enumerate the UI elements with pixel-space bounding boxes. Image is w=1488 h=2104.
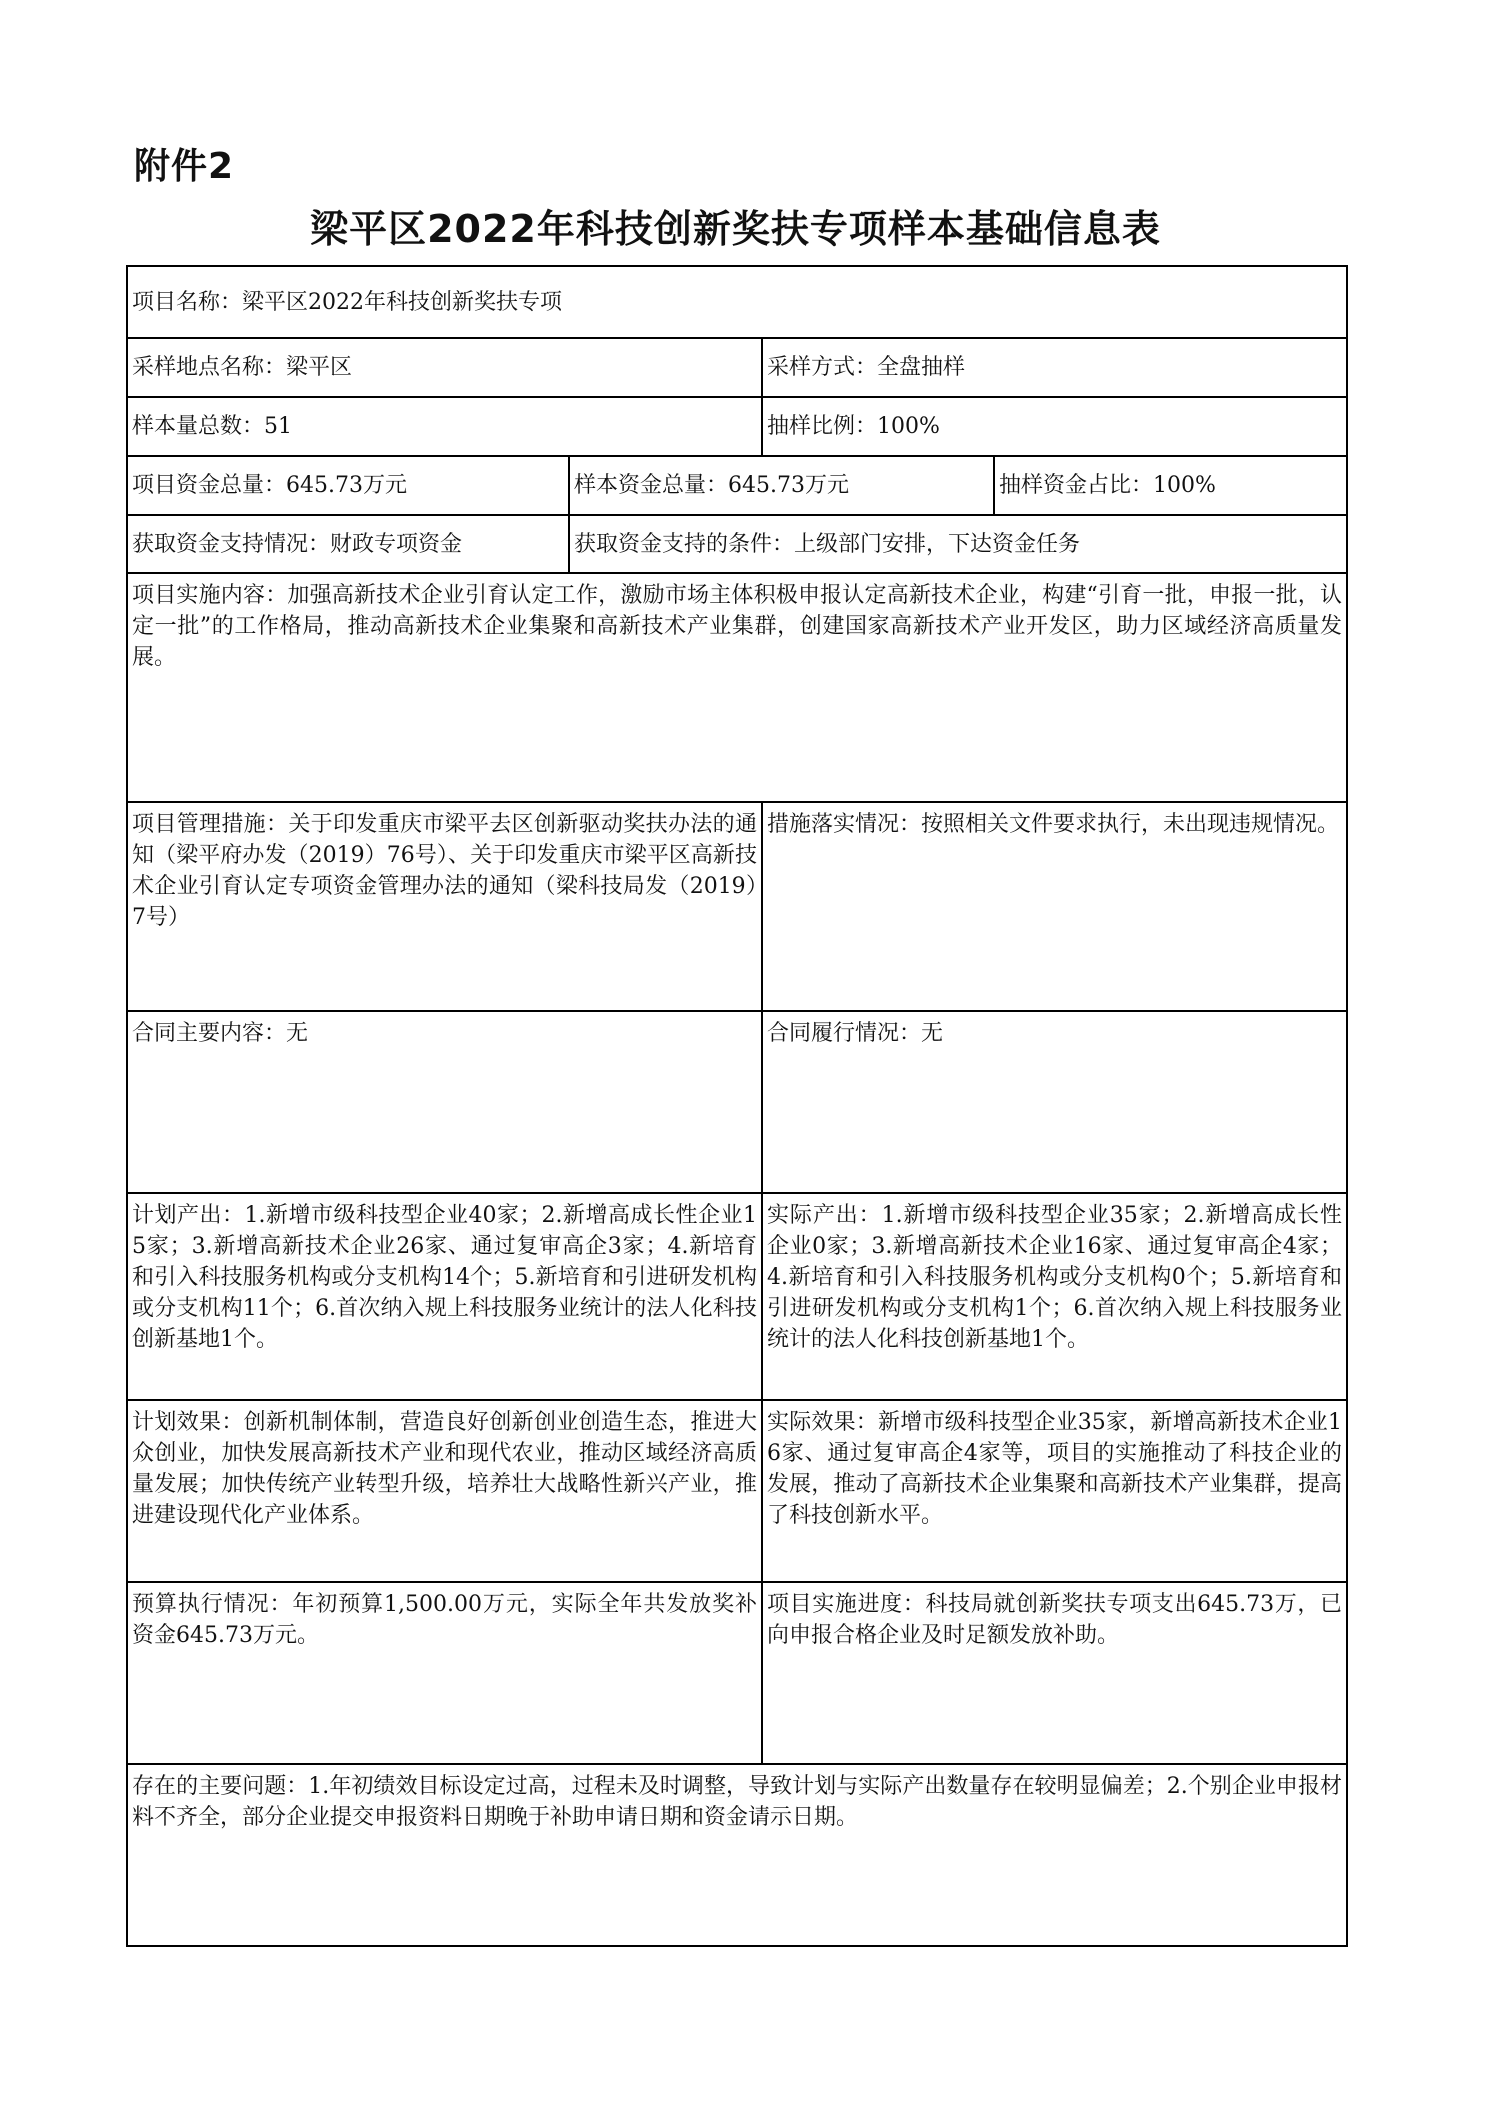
contract-performance-cell: 合同履行情况：无 <box>762 1011 1347 1193</box>
funding-condition-cell: 获取资金支持的条件：上级部门安排，下达资金任务 <box>569 515 1347 573</box>
sample-funds-cell: 样本资金总量：645.73万元 <box>569 456 994 515</box>
info-table <box>126 265 1348 1947</box>
management-measures-cell: 项目管理措施：关于印发重庆市梁平去区创新驱动奖扶办法的通知（梁平府办发（2019）76号）、关于印发重庆市梁平区高新技术企业引育认定专项资金管理办法的通知（梁科技局发（2019）7号） <box>127 802 762 1011</box>
main-problems-cell: 存在的主要问题：1.年初绩效目标设定过高，过程未及时调整，导致计划与实际产出数量存在较明显偏差；2.个别企业申报材料不齐全，部分企业提交申报资料日期晚于补助申请日期和资金请示日期。 <box>127 1764 1347 1946</box>
sample-funds-ratio-cell: 抽样资金占比：100% <box>994 456 1347 515</box>
budget-execution-cell: 预算执行情况：年初预算1,500.00万元，实际全年共发放奖补资金645.73万元。 <box>127 1582 762 1764</box>
contract-content-cell: 合同主要内容：无 <box>127 1011 762 1193</box>
planned-output-cell: 计划产出：1.新增市级科技型企业40家；2.新增高成长性企业15家；3.新增高新技术企业26家、通过复审高企3家；4.新培育和引入科技服务机构或分支机构14个；5.新培育和引进研发机构或分支机构11个；6.首次纳入规上科技服务业统计的法人化科技创新基地1个。 <box>127 1193 762 1400</box>
project-funds-cell: 项目资金总量：645.73万元 <box>127 456 569 515</box>
annex-label: 附件2 <box>134 146 235 187</box>
page-title: 梁平区2022年科技创新奖扶专项样本基础信息表 <box>310 207 1161 251</box>
sample-total-cell: 样本量总数：51 <box>127 397 762 456</box>
project-name-cell: 项目名称：梁平区2022年科技创新奖扶专项 <box>127 266 1347 338</box>
measures-implementation-cell: 措施落实情况：按照相关文件要求执行，未出现违规情况。 <box>762 802 1347 1011</box>
implementation-progress-cell: 项目实施进度：科技局就创新奖扶专项支出645.73万，已向申报合格企业及时足额发放补助。 <box>762 1582 1347 1764</box>
actual-effect-cell: 实际效果：新增市级科技型企业35家，新增高新技术企业16家、通过复审高企4家等，项目的实施推动了科技企业的发展，推动了高新技术企业集聚和高新技术产业集群，提高了科技创新水平。 <box>762 1400 1347 1582</box>
planned-effect-cell: 计划效果：创新机制体制，营造良好创新创业创造生态，推进大众创业，加快发展高新技术产业和现代农业，推动区域经济高质量发展；加快传统产业转型升级，培养壮大战略性新兴产业，推进建设现代化产业体系。 <box>127 1400 762 1582</box>
implementation-content-cell: 项目实施内容：加强高新技术企业引育认定工作，激励市场主体积极申报认定高新技术企业，构建“引育一批，申报一批，认定一批”的工作格局，推动高新技术企业集聚和高新技术产业集群，创建国家高新技术产业开发区，助力区域经济高质量发展。 <box>127 573 1347 802</box>
sample-method-cell: 采样方式：全盘抽样 <box>762 338 1347 397</box>
funding-support-cell: 获取资金支持情况：财政专项资金 <box>127 515 569 573</box>
sample-ratio-cell: 抽样比例：100% <box>762 397 1347 456</box>
sample-location-cell: 采样地点名称：梁平区 <box>127 338 762 397</box>
actual-output-cell: 实际产出：1.新增市级科技型企业35家；2.新增高成长性企业0家；3.新增高新技术企业16家、通过复审高企4家；4.新培育和引入科技服务机构或分支机构0个；5.新培育和引进研发机构或分支机构1个；6.首次纳入规上科技服务业统计的法人化科技创新基地1个。 <box>762 1193 1347 1400</box>
